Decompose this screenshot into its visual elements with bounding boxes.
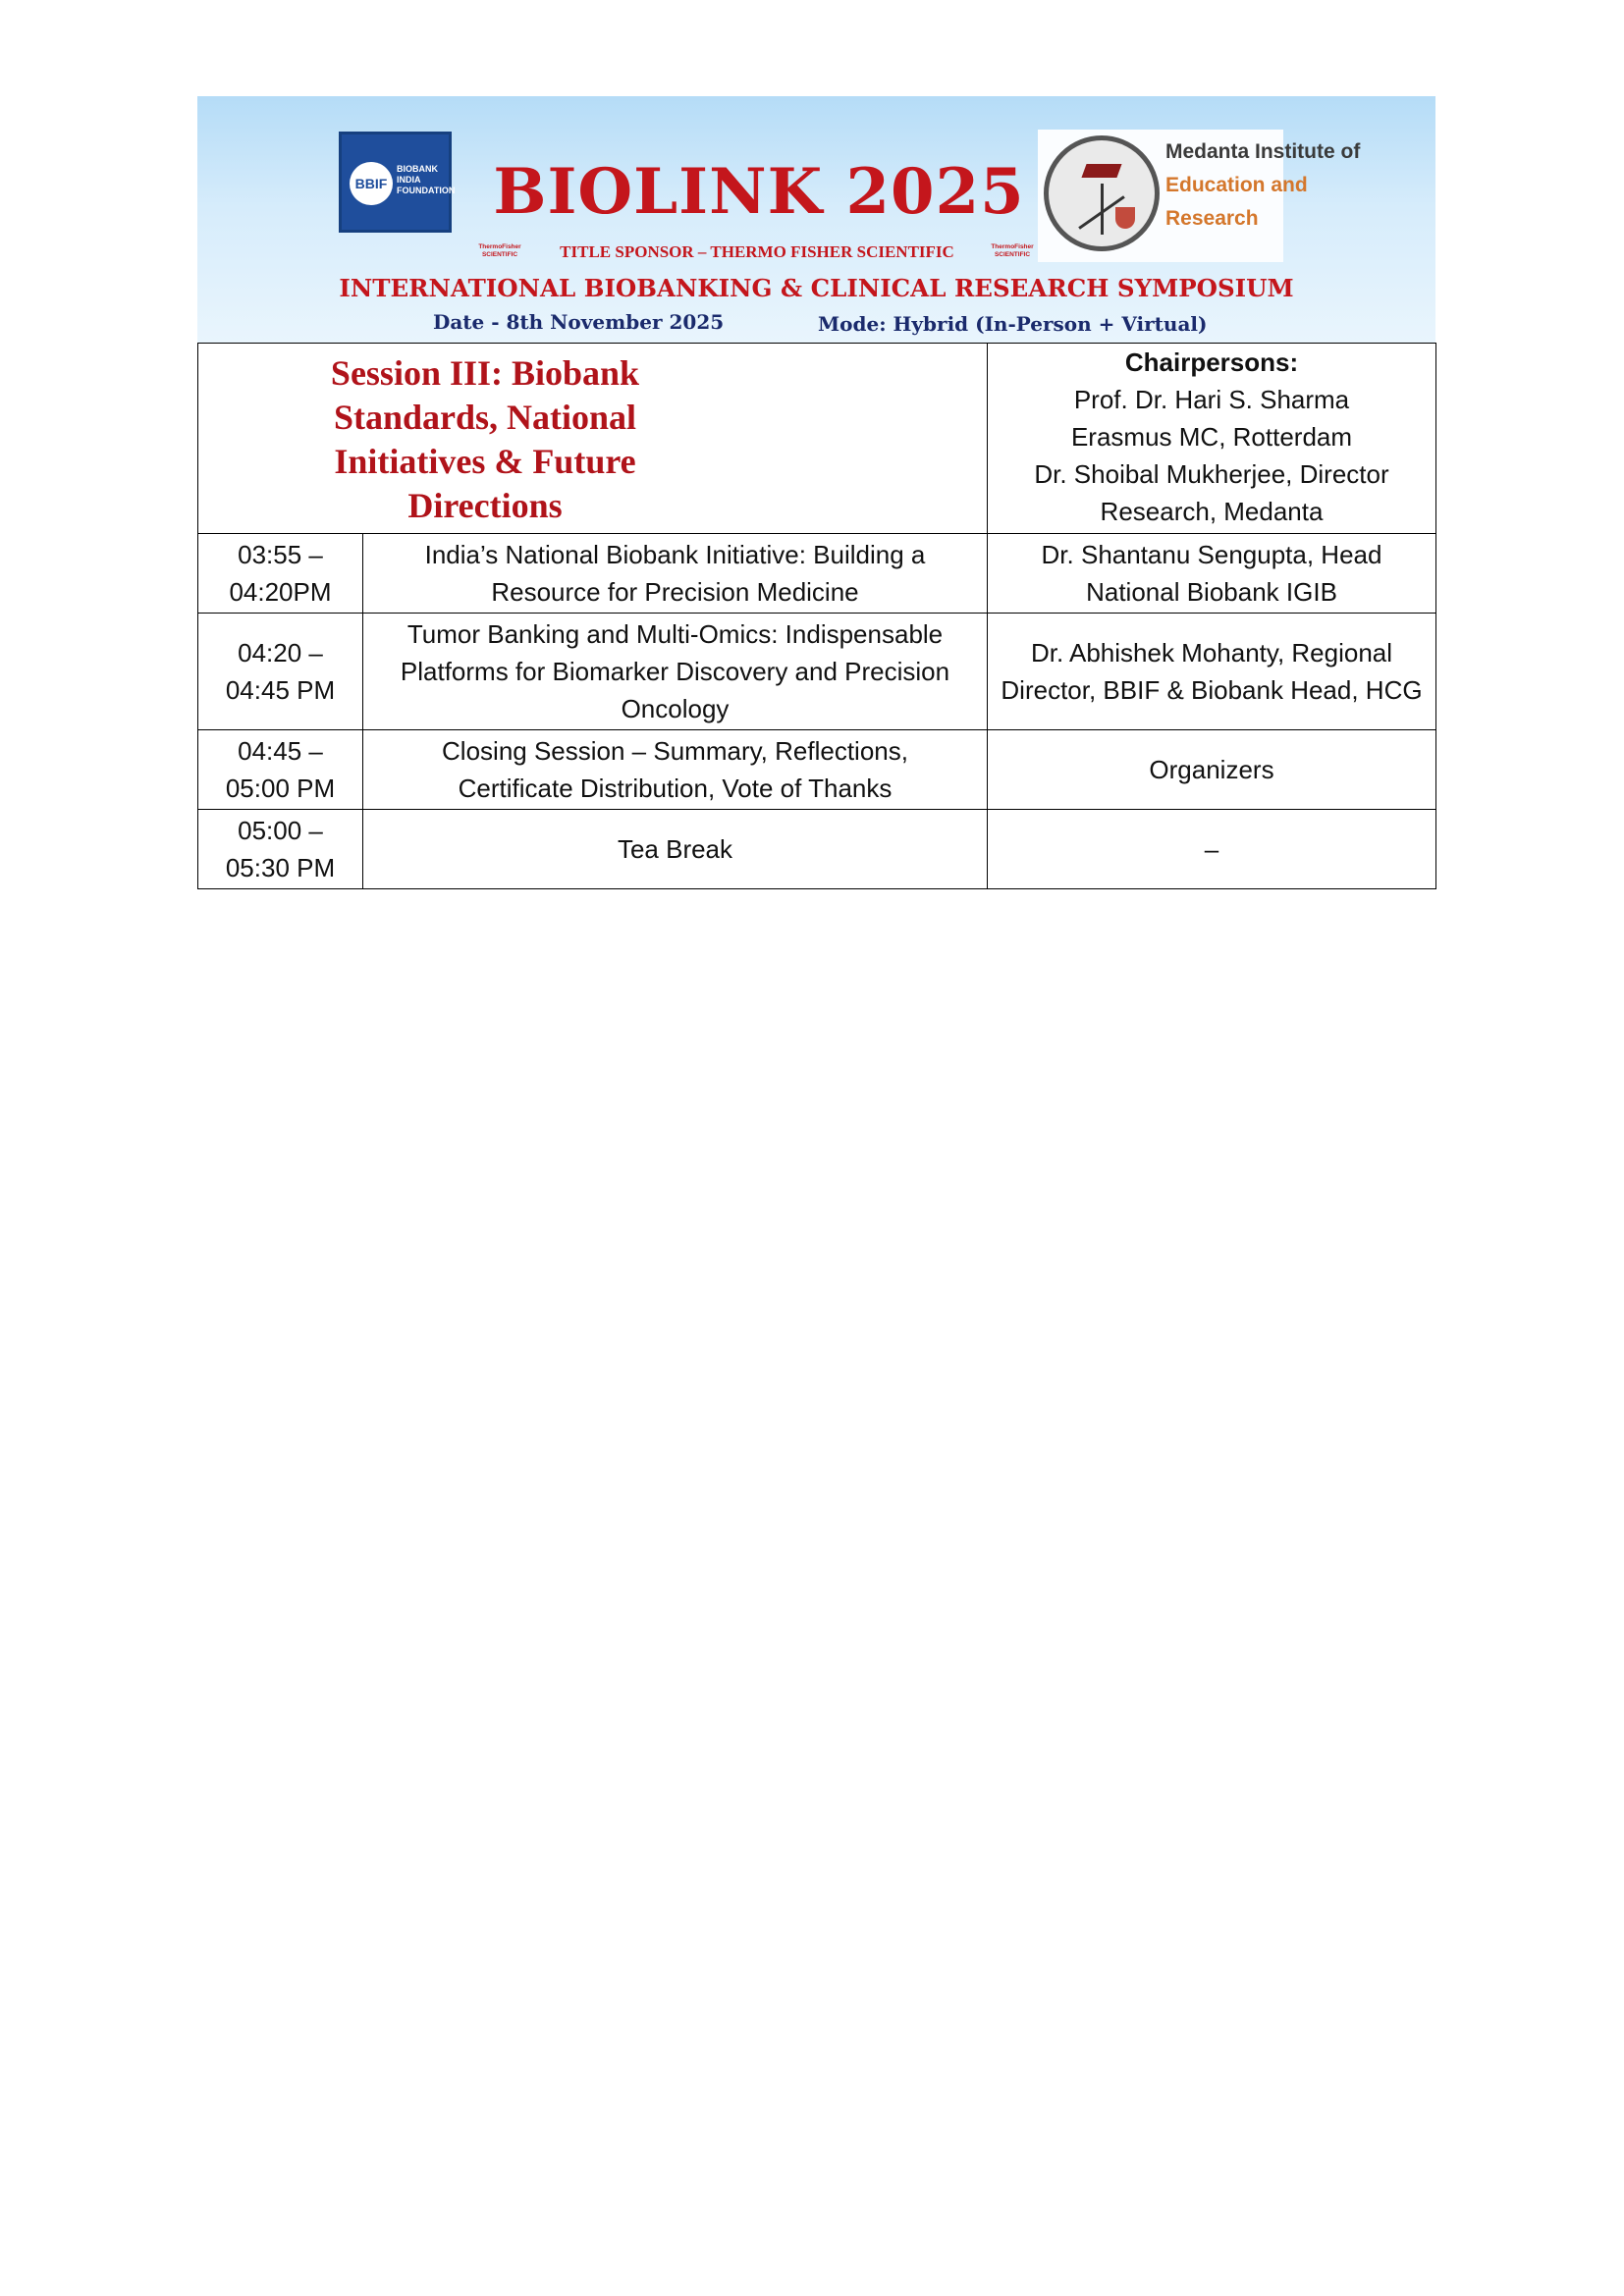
table-row [198, 534, 1436, 614]
session-header-row [198, 344, 1436, 534]
topic-cell: Tea Break [363, 810, 988, 889]
bbif-subtitle [397, 164, 456, 196]
symposium-title: INTERNATIONAL BIOBANKING & CLINICAL RESEARCH SYMPOSIUM [339, 274, 1294, 302]
chairpersons-cell [988, 344, 1436, 534]
session-schedule-table [197, 343, 1436, 889]
chairperson-line: Erasmus MC, Rotterdam [1070, 422, 1353, 452]
session-title [198, 344, 988, 534]
medanta-institute-name [1165, 135, 1361, 236]
medanta-name-line: Medanta Institute of [1165, 140, 1361, 163]
bbif-logo [339, 132, 456, 233]
chairpersons-heading: Chairpersons: [1124, 347, 1299, 377]
speaker-cell: Organizers [988, 730, 1436, 810]
table-row [198, 730, 1436, 810]
time-cell: 04:45 – 05:00 PM [198, 730, 363, 810]
bbif-sub-line: INDIA [397, 175, 421, 185]
title-sponsor-text: TITLE SPONSOR – THERMO FISHER SCIENTIFIC [560, 242, 954, 261]
bbif-acronym: BBIF [350, 162, 393, 205]
chairperson-line: Dr. Shoibal Mukherjee, Director [1034, 459, 1389, 489]
speaker-cell: – [988, 810, 1436, 889]
bbif-sub-line: FOUNDATION [397, 186, 456, 195]
table-row [198, 614, 1436, 730]
chairperson-line: Prof. Dr. Hari S. Sharma [1073, 385, 1350, 414]
topic-cell: India’s National Biobank Initiative: Building a Resource for Precision Medicine [363, 534, 988, 614]
time-cell: 04:20 – 04:45 PM [198, 614, 363, 730]
event-title: BIOLINK 2025 [493, 155, 1025, 229]
table-row [198, 810, 1436, 889]
time-cell: 03:55 – 04:20PM [198, 534, 363, 614]
medanta-name-line: Research [1165, 207, 1259, 230]
speaker-cell: Dr. Abhishek Mohanty, Regional Director, BBIF & Biobank Head, HCG [988, 614, 1436, 730]
event-banner [197, 96, 1435, 343]
chairperson-line: Research, Medanta [1100, 497, 1324, 526]
sponsor-row [472, 241, 1042, 263]
medanta-name-line: Education and [1165, 174, 1308, 196]
event-date: Date - 8th November 2025 [433, 310, 725, 334]
time-cell: 05:00 – 05:30 PM [198, 810, 363, 889]
thermofisher-logo: ThermoFisher SCIENTIFIC [478, 243, 521, 258]
bbif-sub-line: BIOBANK [397, 164, 438, 174]
event-mode: Mode: Hybrid (In-Person + Virtual) [818, 312, 1208, 336]
medanta-emblem-icon [1044, 135, 1160, 251]
session-title-text: Session III: Biobank Standards, National Initiatives & Future Directions [330, 353, 640, 525]
medanta-logo [1038, 130, 1361, 262]
topic-cell: Closing Session – Summary, Reflections, Certificate Distribution, Vote of Thanks [363, 730, 988, 810]
topic-cell: Tumor Banking and Multi-Omics: Indispensable Platforms for Biomarker Discovery and Precision Oncology [363, 614, 988, 730]
thermofisher-logo: ThermoFisher SCIENTIFIC [991, 243, 1034, 258]
speaker-cell: Dr. Shantanu Sengupta, Head National Biobank IGIB [988, 534, 1436, 614]
